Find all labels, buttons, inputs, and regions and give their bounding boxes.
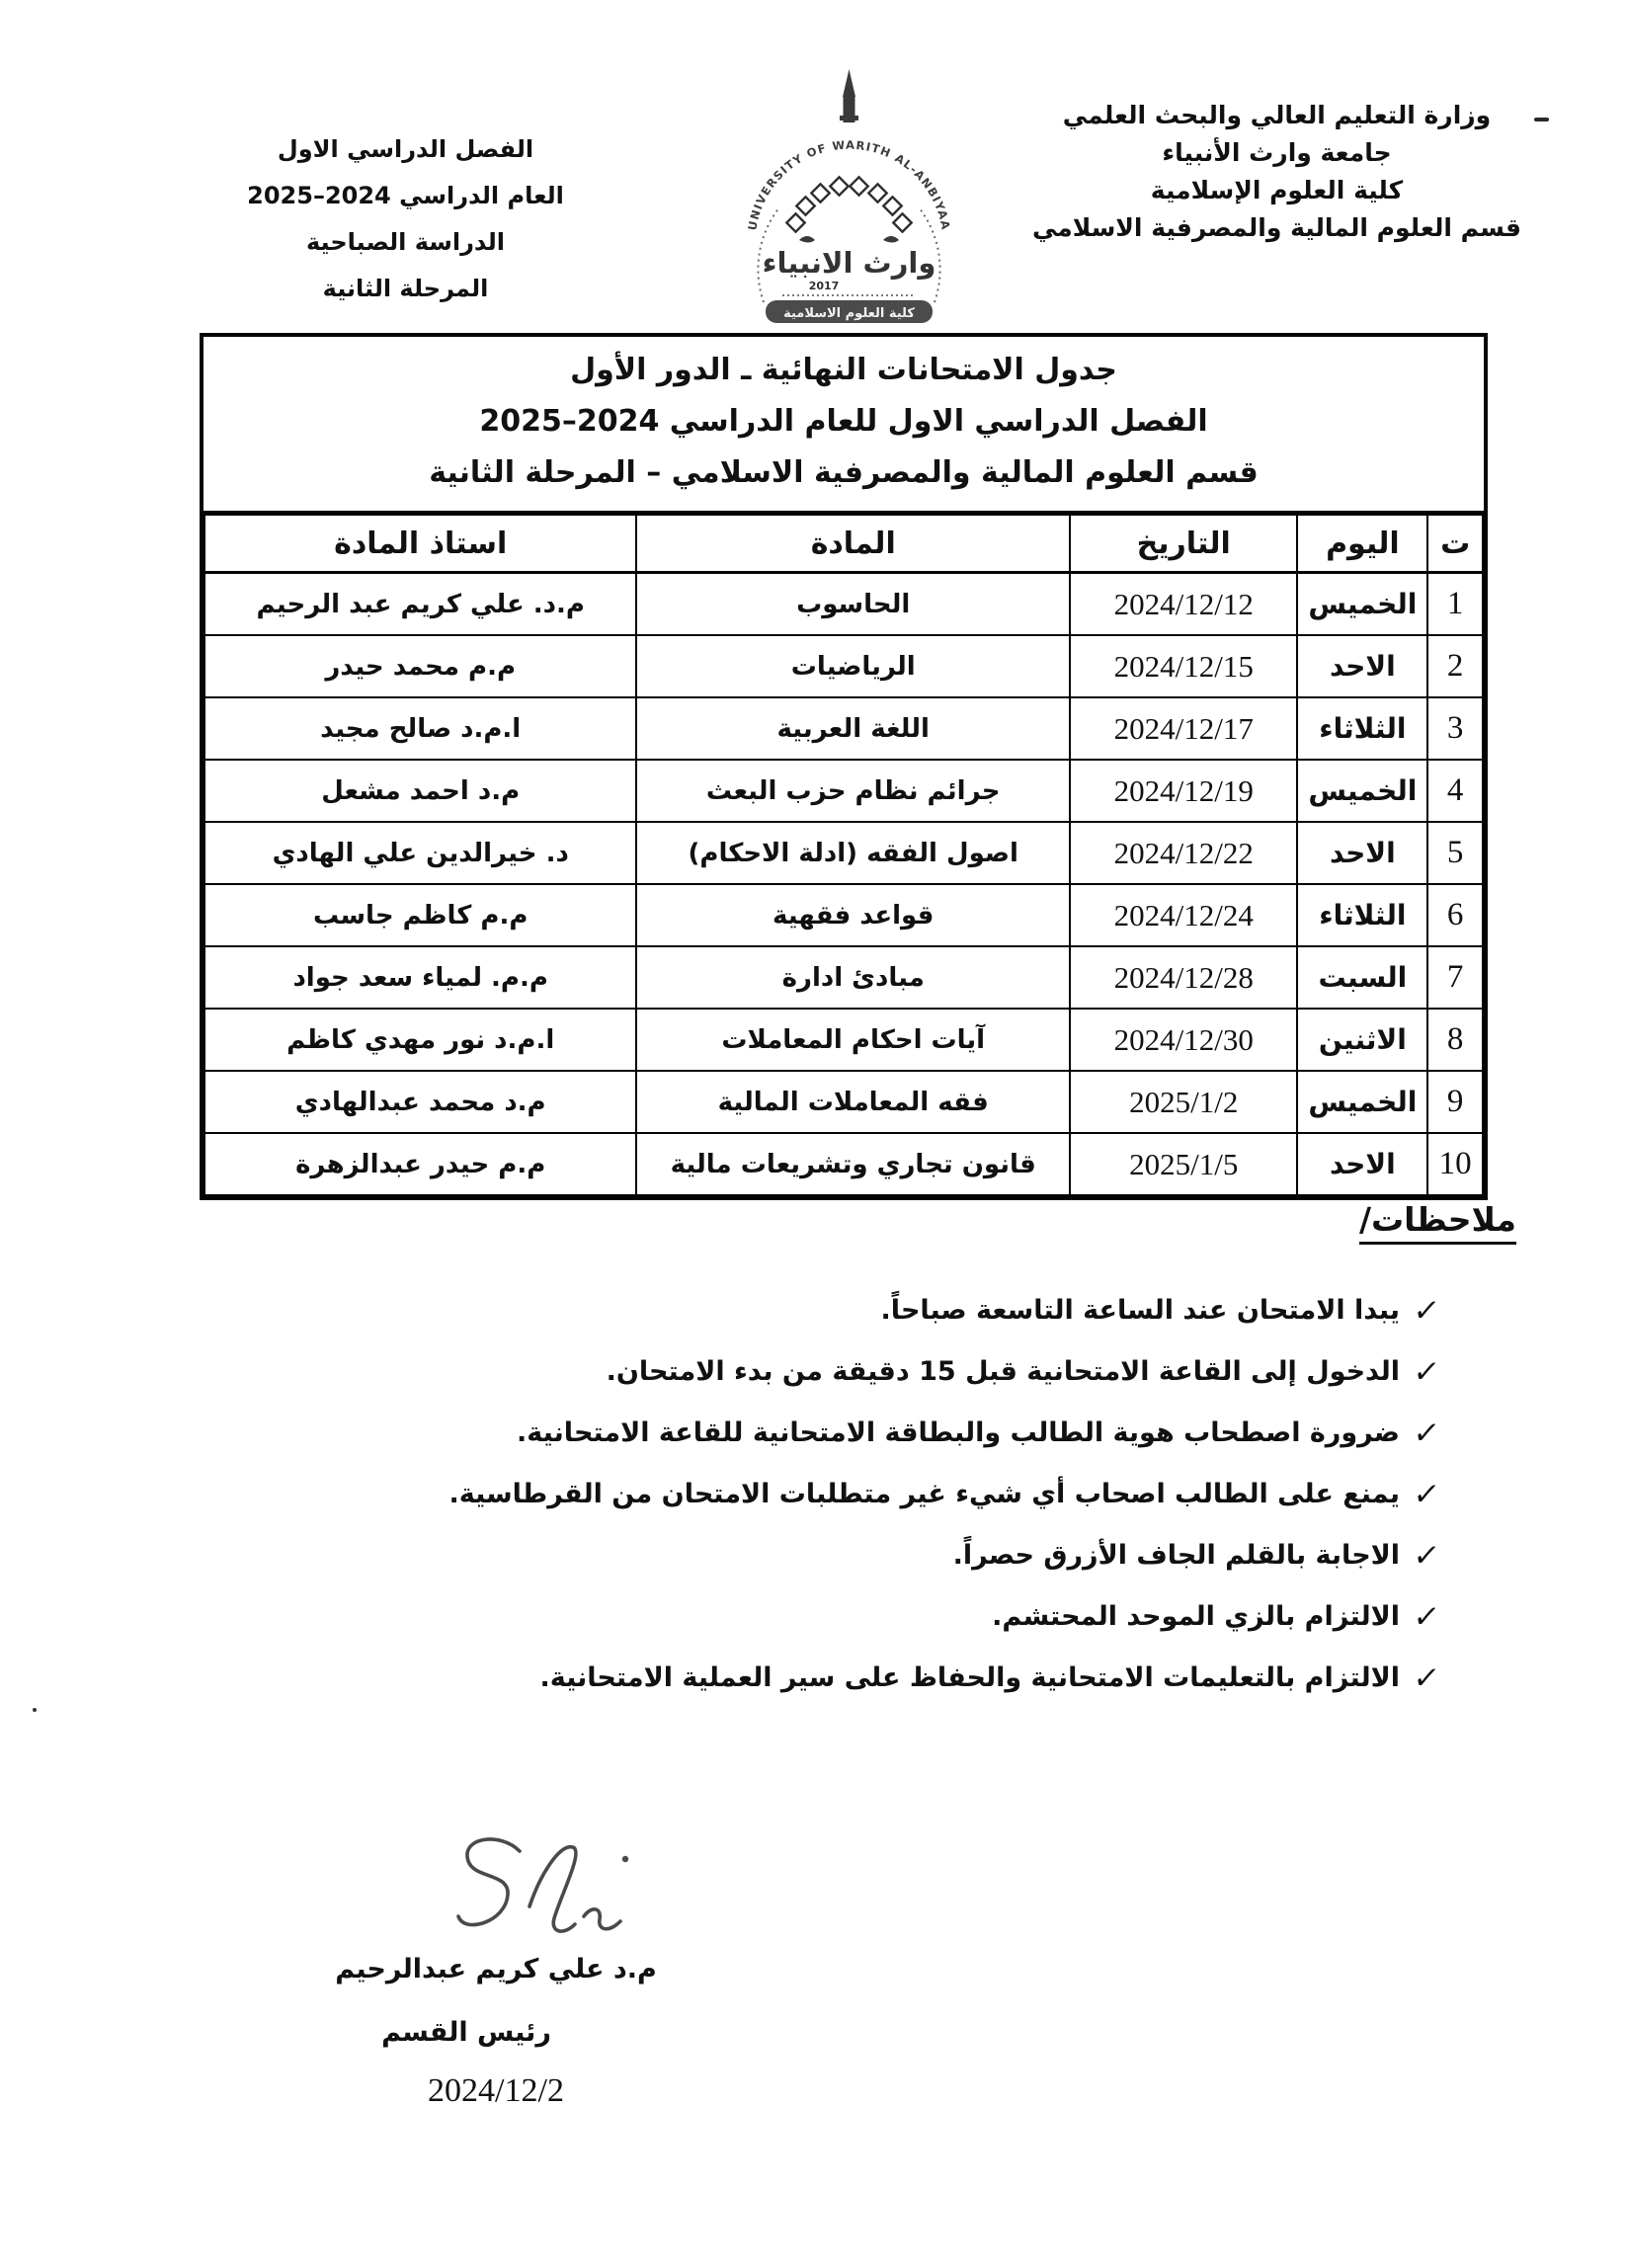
department-line: قسم العلوم المالية والمصرفية الاسلامي [1031, 213, 1522, 242]
note-item [274, 1403, 1442, 1464]
notes-heading: ملاحظات/ [1359, 1200, 1516, 1245]
ministry-line: وزارة التعليم العالي والبحث العلمي [1062, 101, 1492, 129]
cell-day: الثلاثاء [1297, 884, 1427, 946]
note-item [274, 1280, 1442, 1341]
exam-schedule-table [200, 333, 1488, 1200]
cell-day: الاحد [1297, 822, 1427, 884]
cell-day: الاحد [1297, 635, 1427, 697]
cell-professor: ا.م.د نور مهدي كاظم [204, 1009, 636, 1071]
logo-center-text: وارث الانبياء [762, 246, 936, 280]
note-item [274, 1648, 1442, 1709]
scan-artifact-dot [33, 1708, 37, 1712]
note-text: الاجابة بالقلم الجاف الأزرق حصراً. [952, 1540, 1401, 1571]
cell-subject: قانون تجاري وتشريعات مالية [636, 1133, 1070, 1195]
col-header-day: اليوم [1297, 515, 1427, 573]
college-line: كلية العلوم الإسلامية [1150, 176, 1404, 204]
logo-arc-text: UNIVERSITY OF WARITH AL-ANBIYAA [745, 137, 953, 232]
signature-icon [423, 1829, 660, 1953]
cell-professor: ا.م.د صالح مجيد [204, 697, 636, 760]
col-header-subject: المادة [636, 515, 1070, 573]
cell-date: 2024/12/22 [1070, 822, 1297, 884]
cell-date: 2024/12/24 [1070, 884, 1297, 946]
table-row [204, 573, 1483, 636]
checkmark-icon: ✓ [1411, 1538, 1442, 1574]
cell-date: 2024/12/30 [1070, 1009, 1297, 1071]
cell-date: 2025/1/5 [1070, 1133, 1297, 1195]
cell-professor: م.د محمد عبدالهادي [204, 1071, 636, 1133]
note-text: الدخول إلى القاعة الامتحانية قبل 15 دقيقة من بدء الامتحان. [606, 1356, 1401, 1387]
cell-no: 10 [1427, 1133, 1483, 1195]
cell-no: 1 [1427, 573, 1483, 636]
cell-date: 2024/12/19 [1070, 760, 1297, 822]
cell-no: 8 [1427, 1009, 1483, 1071]
cell-professor: م.م محمد حيدر [204, 635, 636, 697]
checkmark-icon: ✓ [1411, 1599, 1442, 1635]
cell-subject: مبادئ ادارة [636, 946, 1070, 1009]
cell-date: 2024/12/28 [1070, 946, 1297, 1009]
university-logo-icon [728, 67, 970, 326]
cell-subject: جرائم نظام حزب البعث [636, 760, 1070, 822]
cell-subject: الرياضيات [636, 635, 1070, 697]
col-header-no: ت [1427, 515, 1483, 573]
note-text: الالتزام بالتعليمات الامتحانية والحفاظ على سير العملية الامتحانية. [539, 1662, 1401, 1693]
cell-no: 2 [1427, 635, 1483, 697]
table-row [204, 822, 1483, 884]
note-text: يمنع على الطالب اصحاب أي شيء غير متطلبات الامتحان من القرطاسية. [448, 1479, 1401, 1509]
table-row [204, 884, 1483, 946]
cell-no: 3 [1427, 697, 1483, 760]
cell-day: الخميس [1297, 1071, 1427, 1133]
scan-artifact-dash [1534, 118, 1549, 122]
cell-professor: م.م كاظم جاسب [204, 884, 636, 946]
svg-text:UNIVERSITY OF WARITH AL-ANBIYA [745, 138, 952, 232]
table-title-line: جدول الامتحانات النهائية ـ الدور الأول [570, 353, 1117, 387]
exam-table-body [204, 573, 1483, 1196]
stage-line: المرحلة الثانية [322, 275, 489, 302]
checkmark-icon: ✓ [1411, 1660, 1442, 1696]
cell-subject: فقه المعاملات المالية [636, 1071, 1070, 1133]
cell-day: السبت [1297, 946, 1427, 1009]
table-title-line: الفصل الدراسي الاول للعام الدراسي 2024–2025 [479, 404, 1208, 439]
table-row [204, 946, 1483, 1009]
cell-subject: آيات احكام المعاملات [636, 1009, 1070, 1071]
signature-date: 2024/12/2 [428, 2072, 564, 2109]
col-header-professor: استاذ المادة [204, 515, 636, 573]
cell-date: 2024/12/15 [1070, 635, 1297, 697]
cell-no: 5 [1427, 822, 1483, 884]
checkmark-icon: ✓ [1411, 1477, 1442, 1512]
year-line: العام الدراسي 2024–2025 [247, 182, 564, 209]
cell-day: الاحد [1297, 1133, 1427, 1195]
cell-day: الثلاثاء [1297, 697, 1427, 760]
cell-no: 9 [1427, 1071, 1483, 1133]
table-title-line: قسم العلوم المالية والمصرفية الاسلامي – المرحلة الثانية [429, 455, 1259, 490]
table-row [204, 760, 1483, 822]
cell-day: الخميس [1297, 573, 1427, 636]
note-item [274, 1464, 1442, 1525]
table-row [204, 635, 1483, 697]
note-text: يبدا الامتحان عند الساعة التاسعة صباحاً. [880, 1295, 1401, 1326]
university-line: جامعة وارث الأنبياء [1162, 138, 1392, 167]
cell-no: 6 [1427, 884, 1483, 946]
cell-professor: م.د احمد مشعل [204, 760, 636, 822]
cell-date: 2025/1/2 [1070, 1071, 1297, 1133]
cell-no: 7 [1427, 946, 1483, 1009]
note-text: ضرورة اصطحاب هوية الطالب والبطاقة الامتحانية للقاعة الامتحانية. [517, 1418, 1401, 1448]
logo-year-text: 2017 [808, 280, 840, 292]
semester-header [235, 126, 576, 312]
cell-day: الاثنين [1297, 1009, 1427, 1071]
note-item [274, 1586, 1442, 1648]
cell-professor: م.د. علي كريم عبد الرحيم [204, 573, 636, 636]
table-row [204, 697, 1483, 760]
col-header-date: التاريخ [1070, 515, 1297, 573]
signatory-name: م.د علي كريم عبدالرحيم [335, 1954, 657, 1984]
logo-banner-text: كلية العلوم الاسلامية [783, 306, 915, 321]
table-row [204, 1133, 1483, 1195]
semester-line: الفصل الدراسي الاول [277, 135, 534, 163]
cell-day: الخميس [1297, 760, 1427, 822]
cell-no: 4 [1427, 760, 1483, 822]
checkmark-icon: ✓ [1411, 1354, 1442, 1390]
cell-professor: د. خيرالدين علي الهادي [204, 822, 636, 884]
cell-subject: قواعد فقهية [636, 884, 1070, 946]
table-row [204, 1071, 1483, 1133]
cell-date: 2024/12/17 [1070, 697, 1297, 760]
checkmark-icon: ✓ [1411, 1416, 1442, 1451]
table-title [203, 337, 1484, 514]
notes-list [274, 1280, 1442, 1709]
ministry-header [1008, 97, 1546, 247]
note-item [274, 1341, 1442, 1403]
note-text: الالتزام بالزي الموحد المحتشم. [992, 1601, 1401, 1632]
cell-subject: اصول الفقه (ادلة الاحكام) [636, 822, 1070, 884]
checkmark-icon: ✓ [1411, 1293, 1442, 1329]
cell-professor: م.م حيدر عبدالزهرة [204, 1133, 636, 1195]
cell-date: 2024/12/12 [1070, 573, 1297, 636]
note-item [274, 1525, 1442, 1586]
table-row [204, 1009, 1483, 1071]
cell-subject: اللغة العربية [636, 697, 1070, 760]
signatory-role: رئيس القسم [381, 2017, 551, 2048]
cell-subject: الحاسوب [636, 573, 1070, 636]
study-shift-line: الدراسة الصباحية [306, 228, 505, 256]
cell-professor: م.م. لمياء سعد جواد [204, 946, 636, 1009]
table-header-row [204, 515, 1483, 573]
